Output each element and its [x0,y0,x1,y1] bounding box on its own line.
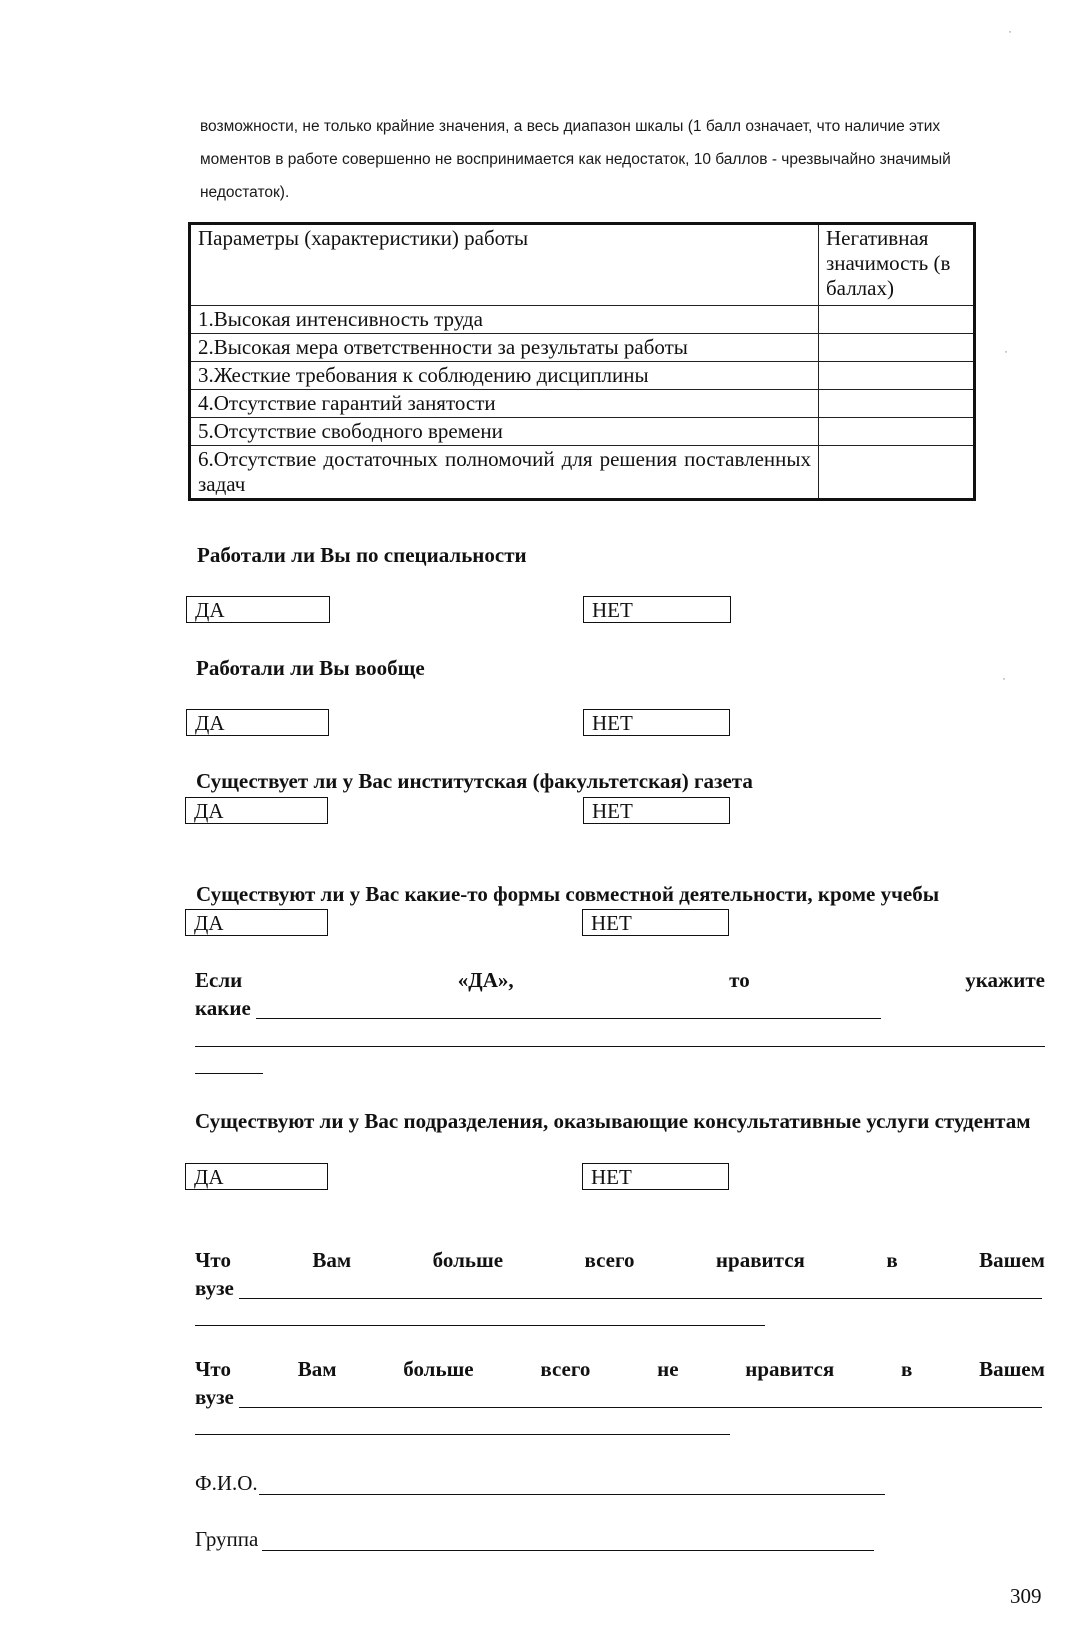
dislike-answer-line-2[interactable] [195,1434,730,1435]
group-label: Группа [195,1527,259,1551]
like-word: всего [584,1248,635,1272]
scan-speck: ˙ [1008,28,1012,42]
dislike-word: больше [403,1357,474,1381]
table-row [190,418,975,446]
table-row [190,362,975,390]
question-worked-at-all: Работали ли Вы вообще [196,656,425,680]
row-parameter: 4.Отсутствие гарантий занятости [190,390,819,418]
like-word: Вашем [979,1248,1045,1272]
dislike-word: не [657,1357,679,1381]
row-score-cell[interactable] [819,334,975,362]
dislike-word: в [900,1357,913,1381]
if-yes-word: то [729,968,750,992]
yes-checkbox[interactable]: ДА [186,709,329,736]
fio-label: Ф.И.О. [195,1471,258,1495]
if-yes-specify [195,968,1045,993]
if-yes-word: «ДА», [457,968,514,992]
no-checkbox[interactable]: НЕТ [582,909,729,936]
intro-line-2: моментов в работе совершенно не воспринимается как недостаток, 10 баллов - чрезвычайно значимый [200,151,951,168]
if-yes-word: Если [195,968,243,992]
question-dislike-most [195,1357,1045,1382]
row-score-cell[interactable] [819,362,975,390]
scan-speck: ˙ [1004,348,1008,362]
table-row [190,306,975,334]
vuze-label: вузе [195,1276,234,1300]
like-word: Вам [312,1248,352,1272]
question-institute-newspaper: Существует ли у Вас институтская (факультетская) газета [196,769,753,793]
group-line[interactable] [262,1550,874,1551]
dislike-word: Вам [297,1357,337,1381]
question-consulting-units: Существуют ли у Вас подразделения, оказывающие консультативные услуги студентам [195,1109,1031,1133]
which-answer-line[interactable] [256,1018,881,1019]
no-checkbox[interactable]: НЕТ [582,1163,729,1190]
dislike-word: Вашем [979,1357,1045,1381]
row-parameter: 1.Высокая интенсивность труда [190,306,819,334]
question-joint-activities: Существуют ли у Вас какие-то формы совместной деятельности, кроме учебы [196,882,940,906]
dislike-word: всего [540,1357,591,1381]
row-parameter: 2.Высокая мера ответственности за результаты работы [190,334,819,362]
row-score-cell[interactable] [819,390,975,418]
row-parameter: 3.Жесткие требования к соблюдению дисциплины [190,362,819,390]
table-row [190,390,975,418]
work-parameters-table [188,222,976,501]
intro-line-3: недостаток). [200,184,290,201]
fio-line[interactable] [259,1494,885,1495]
which-answer-line-2[interactable] [195,1046,1045,1047]
like-word: нравится [715,1248,805,1272]
like-word: Что [195,1248,231,1272]
dislike-answer-line[interactable] [239,1407,1042,1408]
intro-line-1: возможности, не только крайние значения, а весь диапазон шкалы (1 балл означает, что наличие этих [200,118,941,135]
row-score-cell[interactable] [819,306,975,334]
question-like-most [195,1248,1045,1273]
header-negative-value: Негативная значимость (в баллах) [819,224,975,306]
question-worked-by-specialty: Работали ли Вы по специальности [197,543,527,567]
page-number: 309 [1010,1584,1042,1608]
if-yes-word: укажите [965,968,1045,992]
row-parameter: 6.Отсутствие достаточных полномочий для решения поставленных задач [190,446,819,500]
yes-checkbox[interactable]: ДА [186,596,330,623]
table-header-row [190,224,975,306]
scan-speck: ˙ [1002,675,1006,689]
which-answer-line-3[interactable] [195,1073,263,1074]
yes-checkbox[interactable]: ДА [185,909,328,936]
row-score-cell[interactable] [819,446,975,500]
like-answer-line-2[interactable] [195,1325,765,1326]
row-score-cell[interactable] [819,418,975,446]
header-parameters: Параметры (характеристики) работы [190,224,819,306]
dislike-word: нравится [745,1357,835,1381]
no-checkbox[interactable]: НЕТ [583,797,730,824]
yes-checkbox[interactable]: ДА [185,797,328,824]
dislike-word: Что [195,1357,231,1381]
row-parameter: 5.Отсутствие свободного времени [190,418,819,446]
like-word: больше [432,1248,504,1272]
no-checkbox[interactable]: НЕТ [583,709,730,736]
no-checkbox[interactable]: НЕТ [583,596,731,623]
which-label: какие [195,996,251,1020]
like-word: в [886,1248,898,1272]
vuze-label: вузе [195,1385,234,1409]
like-answer-line[interactable] [239,1298,1042,1299]
table-row [190,334,975,362]
table-row [190,446,975,500]
yes-checkbox[interactable]: ДА [185,1163,328,1190]
